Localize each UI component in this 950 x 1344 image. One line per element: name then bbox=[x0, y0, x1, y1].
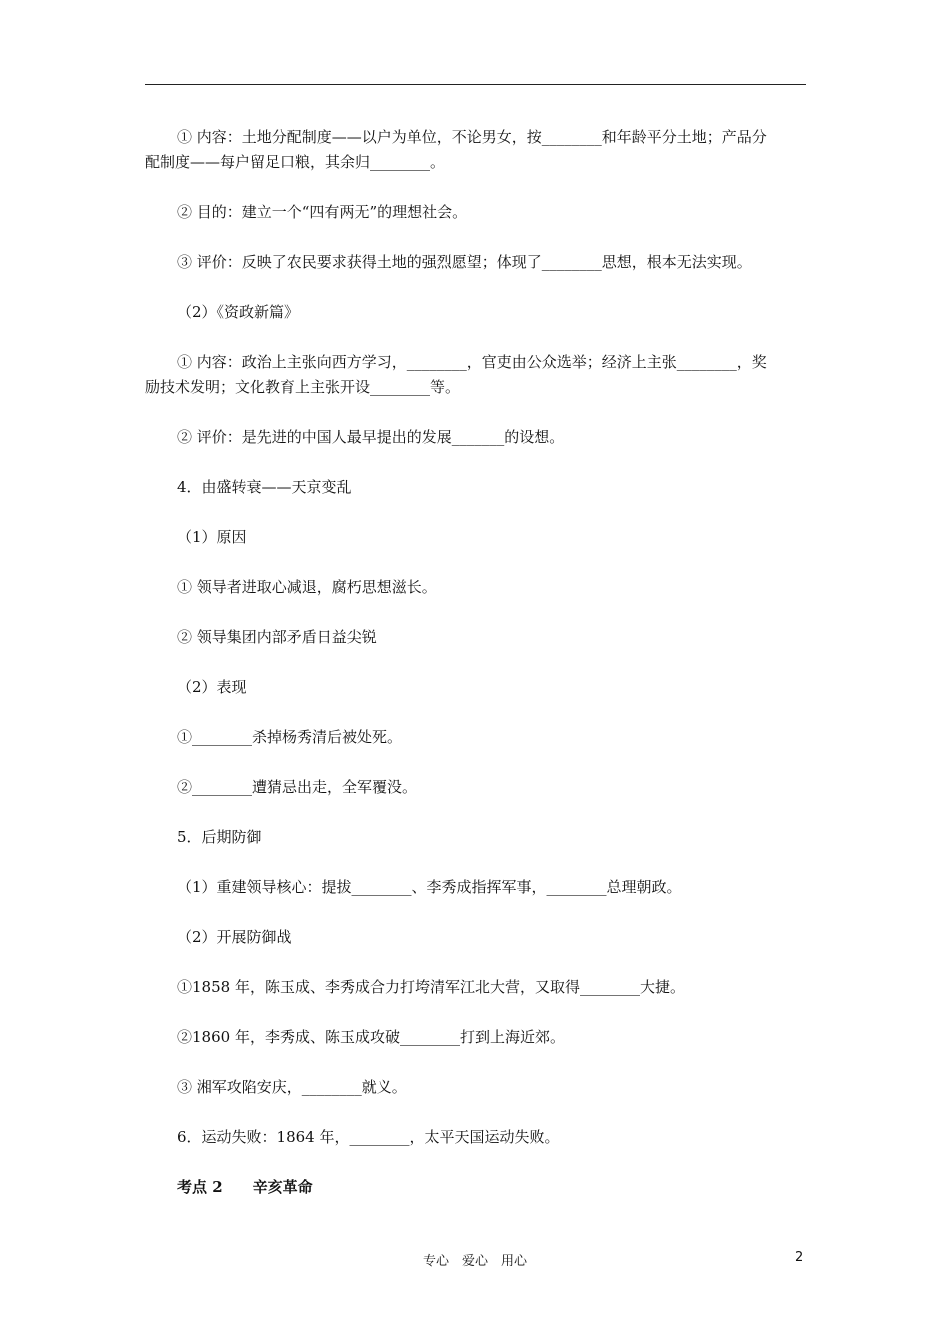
text-line: ①________杀掉杨秀清后被处死。 bbox=[177, 728, 403, 746]
text-line: （2）开展防御战 bbox=[177, 928, 292, 946]
text-line: ③ 湘军攻陷安庆，________就义。 bbox=[177, 1078, 407, 1096]
text-line: ② 目的：建立一个“四有两无”的理想社会。 bbox=[177, 203, 468, 221]
text-line: 6．运动失败：1864 年，________，太平天国运动失败。 bbox=[177, 1128, 560, 1146]
text-line: ①1858 年，陈玉成、李秀成合力打垮清军江北大营，又取得________大捷。 bbox=[177, 978, 685, 996]
text-line: ②________遭猜忌出走，全军覆没。 bbox=[177, 778, 418, 796]
header-rule bbox=[145, 84, 806, 85]
text-line: ② 评价：是先进的中国人最早提出的发展_______的设想。 bbox=[177, 428, 565, 446]
text-line: ① 内容：政治上主张向西方学习，________，官吏由公众选举；经济上主张________，奖 bbox=[177, 353, 767, 371]
text-line: 5．后期防御 bbox=[177, 828, 262, 846]
text-line: 配制度——每户留足口粮，其余归________。 bbox=[145, 153, 446, 171]
text-line: ① 领导者进取心减退，腐朽思想滋长。 bbox=[177, 578, 437, 596]
text-line: ② 领导集团内部矛盾日益尖锐 bbox=[177, 628, 377, 646]
text-line: ③ 评价：反映了农民要求获得土地的强烈愿望；体现了________思想，根本无法实现。 bbox=[177, 253, 752, 271]
text-line: （2）表现 bbox=[177, 678, 247, 696]
text-line: （2）《资政新篇》 bbox=[177, 303, 300, 321]
footer-motto: 专心 爱心 用心 bbox=[422, 1254, 527, 1269]
text-line: 励技术发明；文化教育上主张开设________等。 bbox=[145, 378, 461, 396]
text-line: ②1860 年，李秀成、陈玉成攻破________打到上海近郊。 bbox=[177, 1028, 565, 1046]
page-number: 2 bbox=[795, 1250, 804, 1265]
text-line: ① 内容：土地分配制度——以户为单位，不论男女，按________和年龄平分土地；产品分 bbox=[177, 128, 767, 146]
text-line: （1）重建领导核心：提拔________、李秀成指挥军事，________总理朝政。 bbox=[177, 878, 682, 896]
section-heading: 考点 2 辛亥革命 bbox=[177, 1178, 313, 1196]
text-line: （1）原因 bbox=[177, 528, 247, 546]
text-line: 4．由盛转衰——天京变乱 bbox=[177, 478, 352, 496]
